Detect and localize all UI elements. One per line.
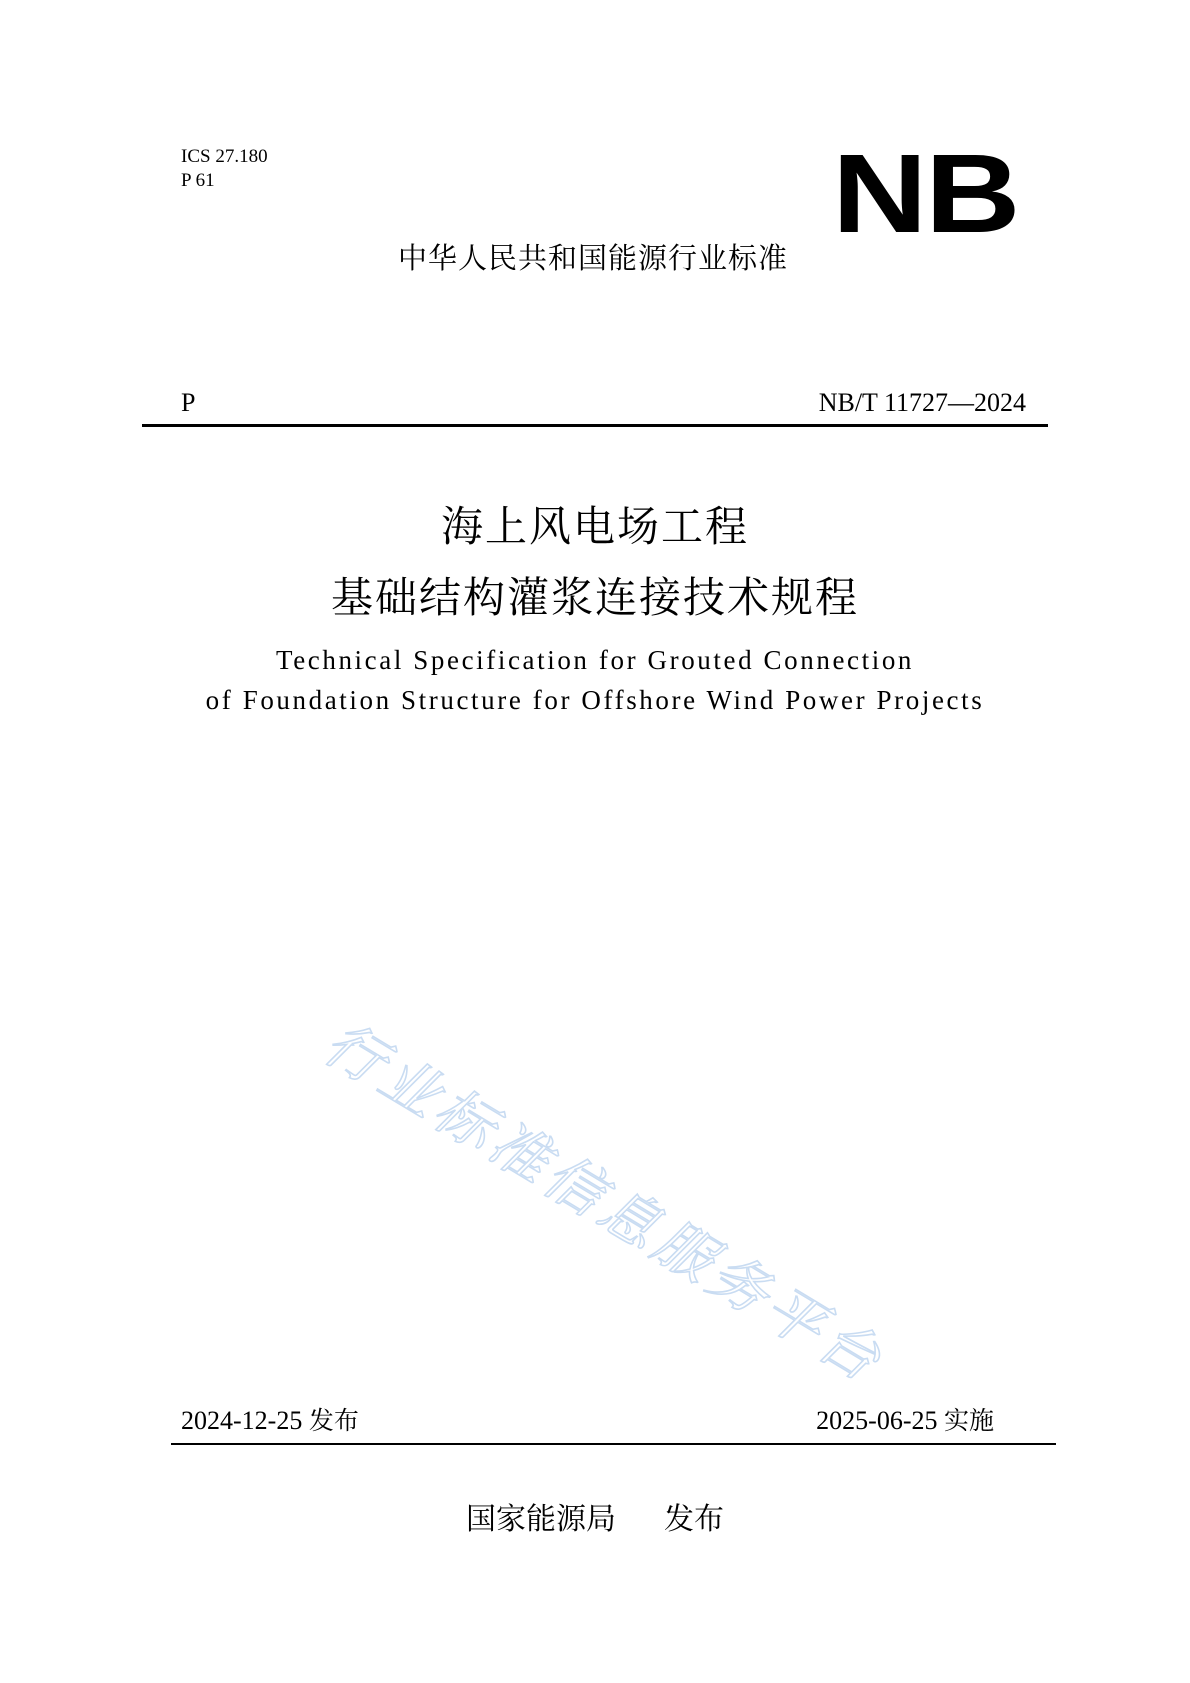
- title-en-line1: Technical Specification for Grouted Connection: [275, 645, 915, 675]
- implement-date-block: [816, 1405, 994, 1437]
- standard-category-heading: [0, 236, 1190, 277]
- bottom-divider-rule: [171, 1443, 1056, 1445]
- title-cn-line1: 海上风电场工程: [440, 502, 749, 551]
- publisher-action: 发布: [664, 1502, 724, 1537]
- issue-date-block: [181, 1405, 359, 1437]
- standard-number: NB/T 11727—2024: [818, 388, 1026, 417]
- issue-label: 发布: [308, 1406, 359, 1435]
- publisher-line: [0, 1502, 1190, 1538]
- standard-category-text: 中华人民共和国能源行业标准: [397, 241, 788, 275]
- nb-logo: NB: [832, 131, 1019, 256]
- title-en-line2: of Foundation Structure for Offshore Wind Power Projects: [205, 685, 985, 715]
- issue-date: 2024-12-25: [181, 1406, 303, 1435]
- title-cn-line2: 基础结构灌浆连接技术规程: [330, 573, 859, 622]
- classification-letter: P: [181, 388, 196, 417]
- ics-code: ICS 27.180: [181, 146, 268, 167]
- implement-label: 实施: [943, 1406, 994, 1435]
- implement-date: 2025-06-25: [816, 1406, 938, 1435]
- watermark-text: 行业标准信息服务平台: [312, 1008, 897, 1397]
- publisher-name: 国家能源局: [466, 1502, 616, 1537]
- top-divider-rule: [142, 424, 1048, 427]
- ccs-code: P 61: [181, 170, 215, 191]
